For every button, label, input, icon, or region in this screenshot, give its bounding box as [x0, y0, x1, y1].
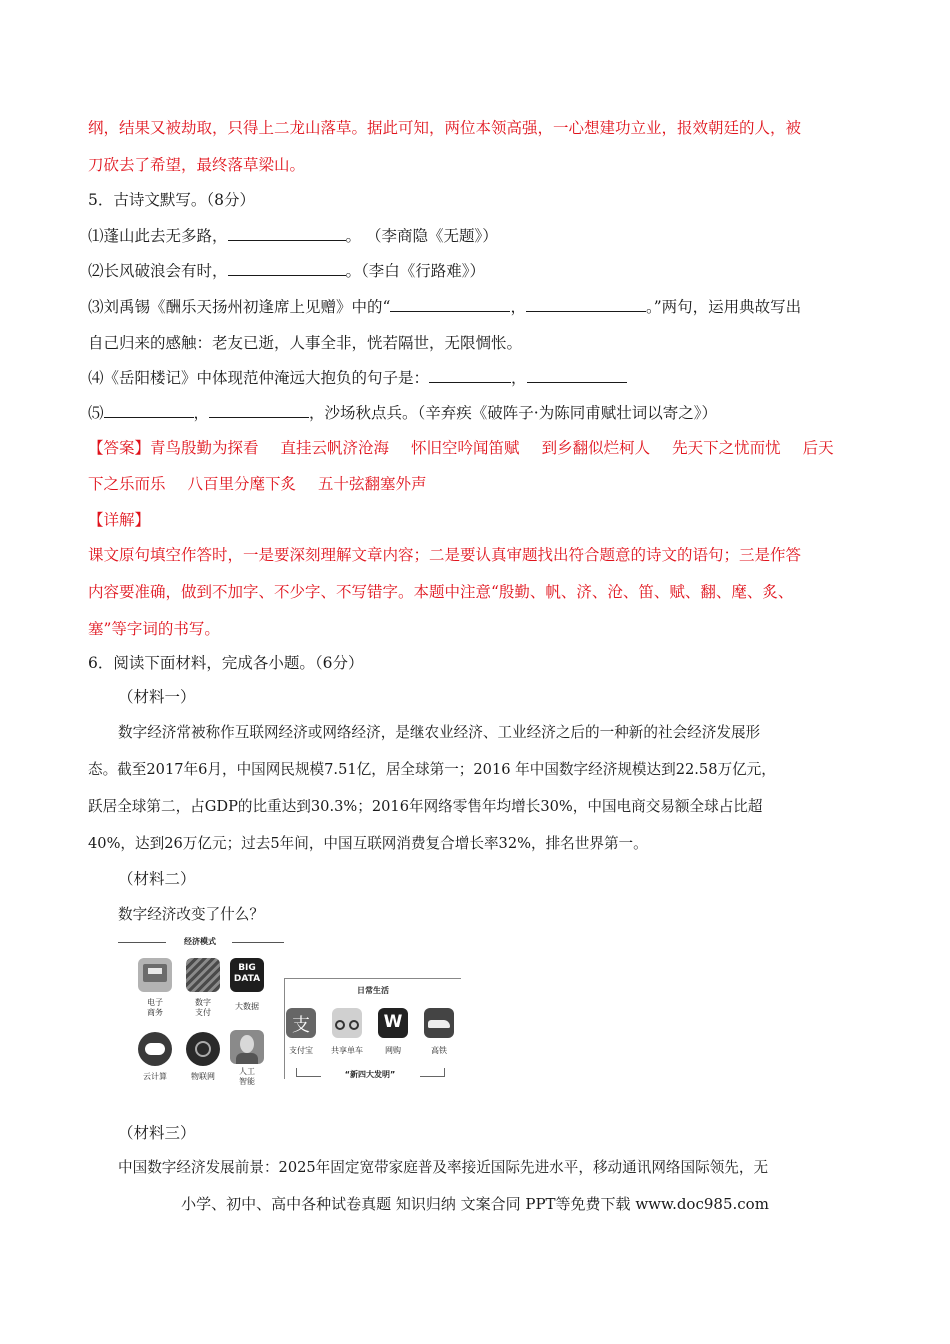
new-four-inventions-caption: “新四大发明” [344, 1070, 396, 1079]
economy-mode-title: 经济模式 [184, 937, 216, 946]
material-1-label: （材料一） [118, 688, 196, 706]
icon-label: 电子 商务 [147, 998, 163, 1017]
material-1-line: 40%，达到26万亿元；过去5年间，中国互联网消费复合增长率32%，排名世界第一。 [88, 835, 648, 852]
material-2-label: （材料二） [118, 870, 196, 888]
question-6-title: 6．阅读下面材料，完成各小题。（6分） [88, 654, 364, 672]
q5-item-5: ⑸ ， ，沙场秋点兵。（辛弃疾《破阵子·为陈同甫赋壮词以寄之》） [88, 404, 717, 422]
icon-label: 大数据 [235, 1002, 259, 1011]
answer-blank[interactable] [526, 296, 646, 312]
q5-detail-line: 塞”等字词的书写。 [88, 620, 220, 638]
q5-answer-line2: 下之乐而乐 八百里分麾下炙 五十弦翻塞外声 [88, 475, 427, 493]
cloud-computing-icon [138, 1032, 172, 1066]
q5-detail-line: 课文原句填空作答时，一是要深刻理解文章内容；二是要认真审题找出符合题意的诗文的语句；三是作答 [88, 546, 802, 564]
daily-life-title: 日常生活 [357, 986, 389, 995]
material-1-line: 态。截至2017年6月，中国网民规模7.51亿，居全球第一；2016 年中国数字经济规模达到22.58万亿元， [88, 761, 776, 778]
material-1-line: 跃居全球第二，占GDP的比重达到30.3%；2016年网络零售年均增长30%，中国电商交易额全球占比超 [88, 798, 763, 815]
material-3-line: 中国数字经济发展前景：2025年固定宽带家庭普及率接近国际先进水平，移动通讯网络国际领先，无 [118, 1159, 769, 1176]
high-speed-rail-icon [424, 1008, 454, 1038]
question-5-title: 5．古诗文默写。（8分） [88, 191, 255, 209]
q5-item-2: ⑵长风破浪会有时， 。（李白《行路难》） [88, 262, 486, 280]
q5-answer-line1: 【答案】青鸟殷勤为探看 直挂云帆济沧海 怀旧空吟闻笛赋 到乡翻似烂柯人 先天下之忧而忧 后天 [88, 439, 834, 457]
material-3-label: （材料三） [118, 1124, 196, 1142]
q5-item-1: ⑴蓬山此去无多路， 。 （李商隐《无题》） [88, 227, 498, 245]
alipay-icon: 支 [286, 1008, 316, 1038]
big-data-icon: BIG DATA [230, 958, 264, 992]
material-2-question: 数字经济改变了什么？ [118, 906, 264, 923]
answer-blank[interactable] [209, 402, 309, 418]
icon-label: 人工 智能 [239, 1067, 255, 1086]
answer-blank[interactable] [104, 402, 194, 418]
iot-icon [186, 1032, 220, 1066]
answer-text-line: 刀砍去了希望，最终落草梁山。 [88, 156, 306, 174]
q5-item-3: ⑶刘禹锡《酬乐天扬州初逢席上见赠》中的“ ， 。”两句，运用典故写出 [88, 298, 802, 316]
icon-label: 物联网 [191, 1072, 215, 1081]
icon-label: 共享单车 [331, 1046, 363, 1055]
answer-blank[interactable] [390, 296, 510, 312]
icon-label: 高铁 [431, 1046, 447, 1055]
q5-item-3-line2: 自己归来的感触：老友已逝，人事全非，恍若隔世，无限惆怅。 [88, 334, 523, 352]
answer-blank[interactable] [527, 367, 627, 383]
icon-label: 支付宝 [289, 1046, 313, 1055]
answer-blank[interactable] [429, 367, 511, 383]
digital-economy-figure [118, 936, 463, 1096]
answer-blank[interactable] [228, 260, 346, 276]
bike-sharing-icon [332, 1008, 362, 1038]
answer-text-line: 纲，结果又被劫取，只得上二龙山落草。据此可知，两位本领高强，一心想建功立业，报效朝廷的人，被 [88, 119, 802, 137]
ai-icon [230, 1030, 264, 1064]
page-footer: 小学、初中、高中各种试卷真题 知识归纳 文案合同 PPT等免费下载 www.doc985.com [181, 1195, 769, 1213]
q5-detail-line: 内容要准确，做到不加字、不少字、不写错字。本题中注意“殷勤、帆、济、沧、笛、赋、翻、麾、炙、 [88, 583, 794, 601]
digital-payment-icon [186, 958, 220, 992]
ecommerce-icon [138, 958, 172, 992]
answer-blank[interactable] [228, 225, 346, 241]
q5-detail-label: 【详解】 [88, 511, 151, 529]
icon-label: 数字 支付 [195, 998, 211, 1017]
online-shopping-icon: W [378, 1008, 408, 1038]
icon-label: 云计算 [143, 1072, 167, 1081]
q5-item-4: ⑷《岳阳楼记》中体现范仲淹远大抱负的句子是： ， [88, 367, 627, 389]
icon-label: 网购 [385, 1046, 401, 1055]
material-1-line: 数字经济常被称作互联网经济或网络经济，是继农业经济、工业经济之后的一种新的社会经济发展形 [118, 724, 761, 741]
